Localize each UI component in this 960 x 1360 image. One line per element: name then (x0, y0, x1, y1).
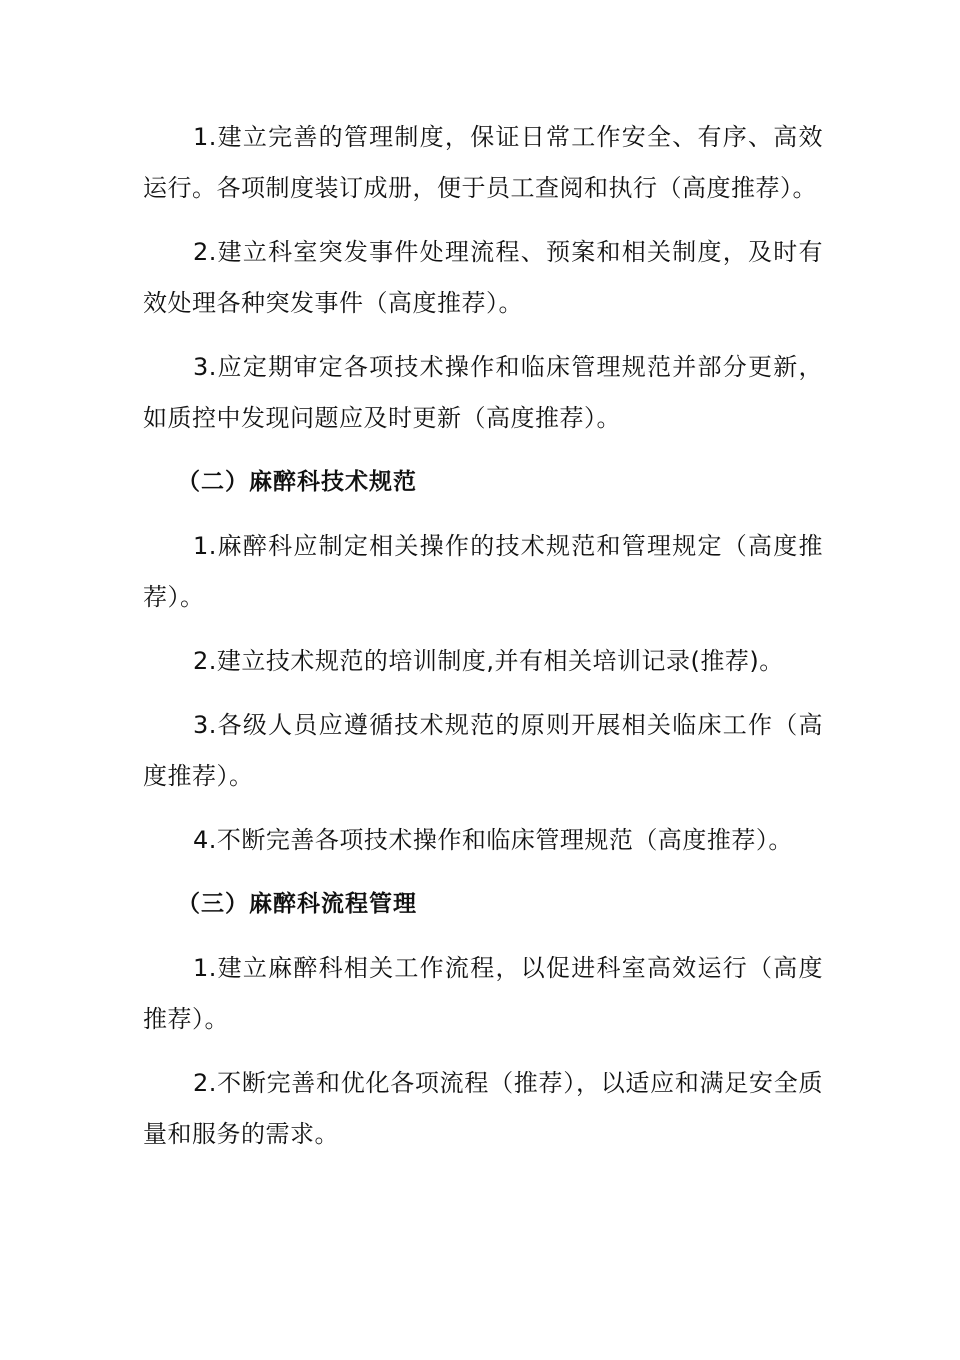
paragraph-workflow: 1.建立麻醉科相关工作流程，以促进科室高效运行（高度推荐）。 (143, 954, 823, 1033)
paragraph-improve-standards: 4.不断完善各项技术操作和临床管理规范（高度推荐）。 (193, 826, 793, 854)
paragraph-training-system: 2.建立技术规范的培训制度,并有相关培训记录(推荐)。 (193, 647, 784, 675)
paragraph-management-system: 1.建立完善的管理制度，保证日常工作安全、有序、高效运行。各项制度装订成册，便于员工查阅和执行（高度推荐）。 (143, 123, 823, 202)
section-heading-process-management: （三）麻醉科流程管理 (177, 891, 417, 917)
paragraph-emergency-process: 2.建立科室突发事件处理流程、预案和相关制度，及时有效处理各种突发事件（高度推荐）。 (143, 238, 823, 317)
paragraph-optimize-workflow: 2.不断完善和优化各项流程（推荐），以适应和满足安全质量和服务的需求。 (143, 1069, 823, 1148)
paragraph-technical-standards: 1.麻醉科应制定相关操作的技术规范和管理规定（高度推荐）。 (143, 532, 823, 611)
paragraph-follow-standards: 3.各级人员应遵循技术规范的原则开展相关临床工作（高度推荐）。 (143, 711, 823, 790)
section-heading-technical-standards: （二）麻醉科技术规范 (177, 469, 417, 495)
document-body (143, 112, 823, 1160)
paragraph-periodic-review: 3.应定期审定各项技术操作和临床管理规范并部分更新，如质控中发现问题应及时更新（高度推荐）。 (143, 353, 823, 432)
